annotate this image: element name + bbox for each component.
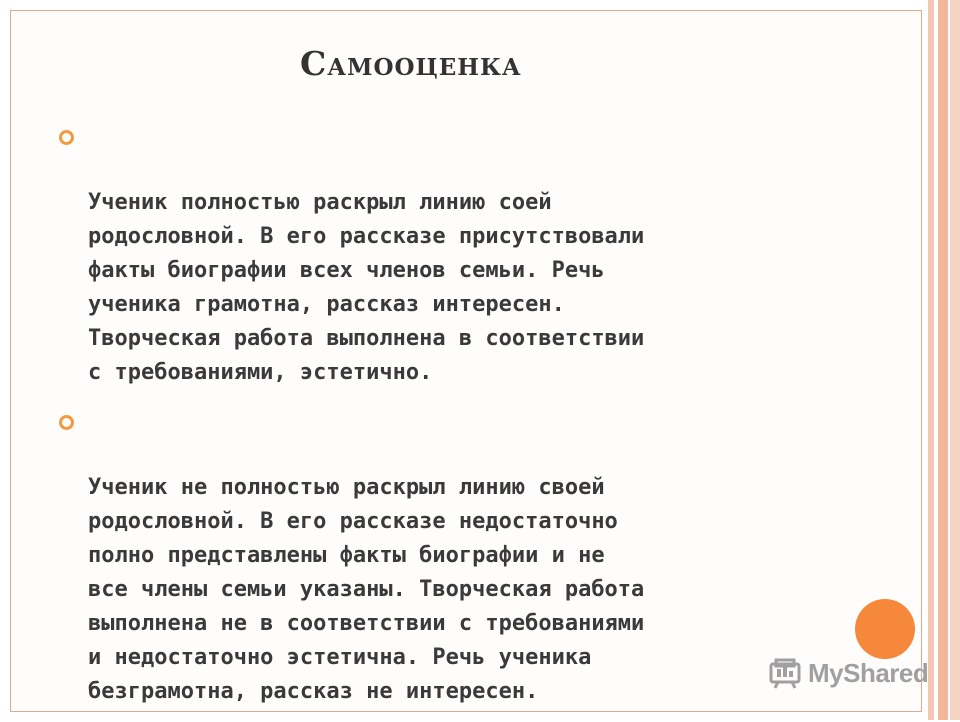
bullet-text: Ученик не полностью раскрыл линию своей родословной. В его рассказе недостаточно полно представлены факты биографии и не все члены семьи указаны. Творческая работа выполнена не в соответствии с требованиями и недостаточно эстетична. Речь ученика безграмотна, рассказ не интересен.: [88, 475, 645, 704]
decorative-stripe: [928, 0, 934, 720]
bullet-item: [88, 118, 848, 390]
myshared-logo-icon: [768, 656, 802, 690]
bullet-ring-icon: [59, 415, 74, 430]
slide-title: Самооценка: [300, 44, 522, 83]
bullet-text: Ученик полностью раскрыл линию соей родословной. В его рассказе присутствовали факты биографии всех членов семьи. Речь ученика грамотна, рассказ интересен. Творческая работа выполнена в соответствии с требованиями, эстетично.: [88, 190, 645, 385]
watermark-text: MyShared: [808, 657, 929, 688]
decorative-stripe: [950, 0, 960, 720]
bullet-ring-icon: [59, 130, 74, 145]
bullet-item: [88, 403, 848, 709]
watermark: [768, 656, 928, 690]
decorative-stripe: [938, 0, 948, 720]
bullet-list: [88, 118, 848, 722]
decorative-circle: [855, 599, 915, 659]
